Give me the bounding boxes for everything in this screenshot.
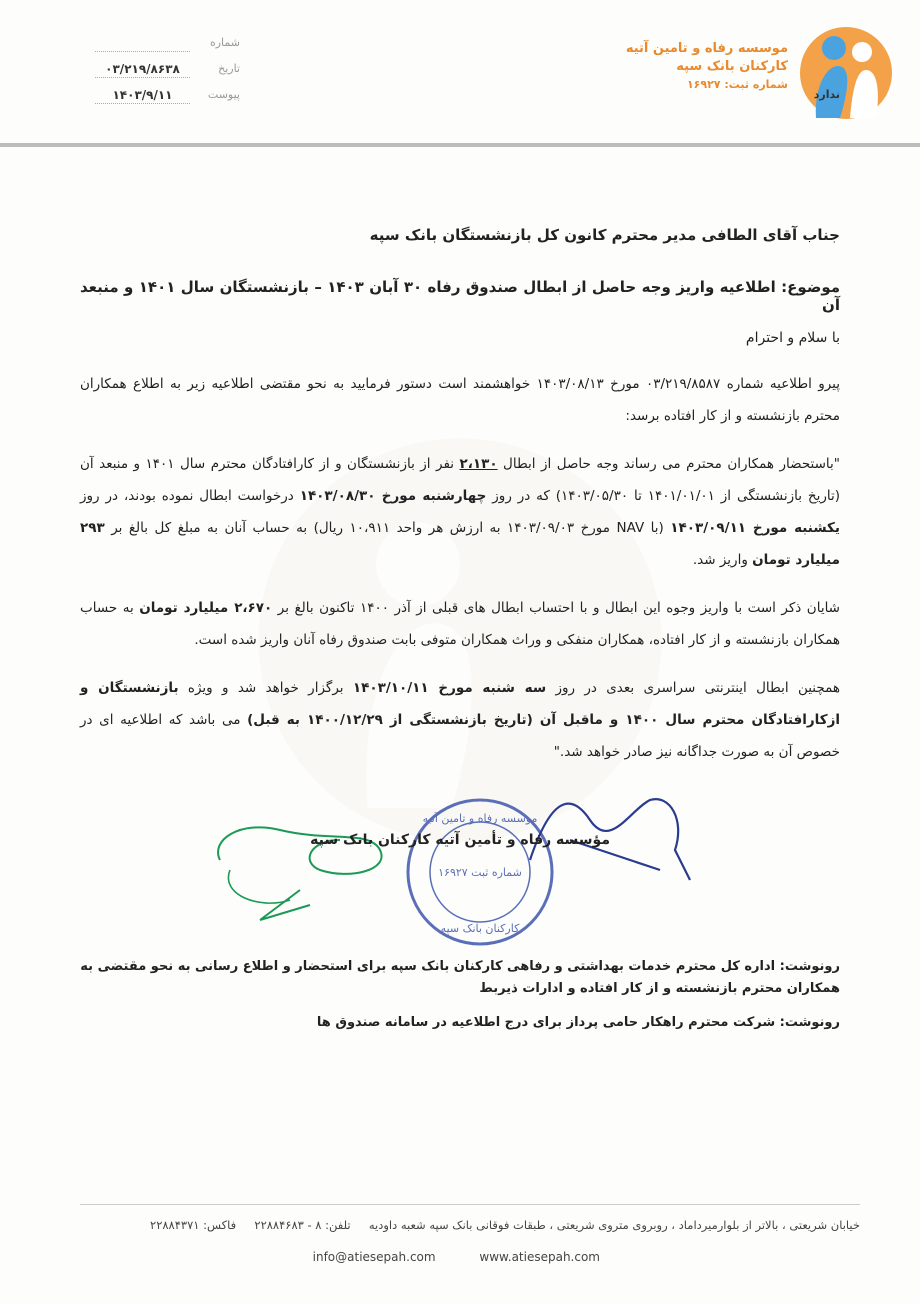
subject: موضوع: اطلاعیه واریز وجه حاصل از ابطال صندوق رفاه ۳۰ آبان ۱۴۰۳ – بازنشستگان سال ۱۴۰۱ و منبعد آن <box>80 278 841 314</box>
number-row <box>80 36 240 62</box>
footer-divider <box>80 1204 860 1205</box>
footer-fax: فاکس: ۲۲۸۸۴۳۷۱ <box>150 1218 237 1232</box>
attachment-label: پیوست <box>207 88 240 101</box>
p2-text-e: واریز شد. <box>692 552 753 568</box>
organization-name-line1: موسسه رفاه و تامین آتیه <box>625 41 788 56</box>
footer-address: خیابان شریعتی ، بالاتر از بلوارمیرداماد ، روبروی متروی شریعتی ، طبقات فوقانی بانک سپه شعبه داودیه <box>368 1218 860 1232</box>
p2-count: ۲،۱۳۰ <box>459 456 498 472</box>
date-label: تاریخ <box>218 62 240 75</box>
stamp-text-bottom: کارکنان بانک سپه <box>440 922 520 935</box>
footer-web <box>273 1250 600 1264</box>
p4-text-c: می باشد که اطلاعیه ای در خصوص آن به صورت جداگانه نیز صادر خواهد شد." <box>80 712 840 760</box>
cc-health-department: رونوشت: اداره کل محترم خدمات بهداشتی و رفاهی کارکنان بانک سپه برای استحضار و اطلاع رسانی به نحو مقتضی به همکاران محترم بازنشسته و از کار افتاده و ادارات ذیربط <box>80 959 840 996</box>
letterhead-logo <box>596 18 896 128</box>
registration-number: شماره ثبت: ۱۶۹۲۷ <box>686 78 788 91</box>
number-label: شماره <box>209 36 240 49</box>
stamp-text-top: موسسه رفاه و تامین آتیه <box>422 812 538 825</box>
p2-text-c: درخواست ابطال نموده بودند، در روز <box>80 488 300 504</box>
p2-text-d: (با NAV مورخ ۱۴۰۳/۰۹/۰۳ به ارزش هر واحد ۱۰،۹۱۱ ریال) به حساب آنان به مبلغ کل بالغ بر <box>104 520 671 536</box>
organization-name <box>608 40 788 94</box>
p2-deposit-date: یکشنبه مورخ ۱۴۰۳/۰۹/۱۱ <box>670 520 840 536</box>
footer-phone: تلفن: ۸ - ۲۲۸۸۴۶۸۳ <box>254 1218 351 1232</box>
attachment-row <box>80 88 240 114</box>
paragraph-next <box>80 672 840 768</box>
p4-text-b: برگزار خواهد شد و ویژه <box>178 680 353 696</box>
number-value <box>95 36 190 52</box>
paragraph-announcement <box>80 448 840 576</box>
footer-email[interactable]: info@atiesepah.com <box>312 1250 436 1264</box>
cc-software-company: رونوشت: شرکت محترم راهکار حامی پرداز برای درج اطلاعیه در سامانه صندوق ها <box>316 1015 840 1030</box>
p2-request-date: چهارشنبه مورخ ۱۴۰۳/۰۸/۳۰ <box>299 488 487 504</box>
letter-meta <box>80 36 240 114</box>
p2-amount: ۲۹۳ میلیارد تومان <box>80 520 840 568</box>
attachment-value: ۱۴۰۳/۹/۱۱ <box>95 88 190 104</box>
attachment-note: ندارد <box>813 88 840 101</box>
p4-group: بازنشستگان و ازکارافتادگان محترم سال ۱۴۰۰ و ماقبل آن (تاریخ بازنشستگی از ۱۴۰۰/۱۲/۲۹ به قبل) <box>80 680 840 728</box>
footer-website[interactable]: www.atiesepah.com <box>479 1250 600 1264</box>
family-logo-icon <box>796 18 896 128</box>
greeting: با سلام و احترام <box>745 330 840 346</box>
handwritten-signature-green <box>200 800 400 930</box>
p3-text-a: شایان ذکر است با واریز وجوه این ابطال و با احتساب ابطال های قبلی از آذر ۱۴۰۰ تاکنون بالغ بر <box>272 600 840 616</box>
p4-text-a: همچنین ابطال اینترنتی سراسری بعدی در روز <box>546 680 841 696</box>
header-divider <box>0 143 920 147</box>
paragraph-total <box>80 592 840 656</box>
p2-text-b: نفر از بازنشستگان و از کارافتادگان محترم سال ۱۴۰۱ و منبعد آن (تاریخ بازنشستگی از ۱۴۰۱/۰۱/۰۱ تا ۱۴۰۳/۰۵/۳۰) که در روز <box>80 456 840 504</box>
stamp-text-center: شماره ثبت ۱۶۹۲۷ <box>438 866 522 879</box>
paragraph-reference: پیرو اطلاعیه شماره ۰۳/۲۱۹/۸۵۸۷ مورخ ۱۴۰۳/۰۸/۱۳ خواهشمند است دستور فرمایید به نحو مقتضی اطلاعیه زیر به اطلاع همکاران محترم بازنشسته و از کار افتاده برسد: <box>80 376 840 424</box>
date-value: ۰۳/۲۱۹/۸۶۳۸ <box>95 62 190 78</box>
organization-name-line2: کارکنان بانک سپه <box>676 59 788 74</box>
signer-name: مؤسسه رفاه و تأمین آتیه کارکنان بانک سپه <box>310 832 610 848</box>
date-row <box>80 62 240 88</box>
footer-contact <box>60 1218 860 1232</box>
p4-date: سه شنبه مورخ ۱۴۰۳/۱۰/۱۱ <box>352 680 547 696</box>
p3-amount: ۲،۶۷۰ میلیارد تومان <box>139 600 273 616</box>
addressee: جناب آقای الطافی مدیر محترم کانون کل بازنشستگان بانک سپه <box>369 226 840 244</box>
p2-text-a: "باستحضار همکاران محترم می رساند وجه حاصل از ابطال <box>497 456 840 472</box>
p3-text-b: به حساب همکاران بازنشسته و از کار افتاده، همکاران منفکی و وراث همکاران متوفی بابت صندوق رفاه آنان واریز شده است. <box>80 600 840 648</box>
